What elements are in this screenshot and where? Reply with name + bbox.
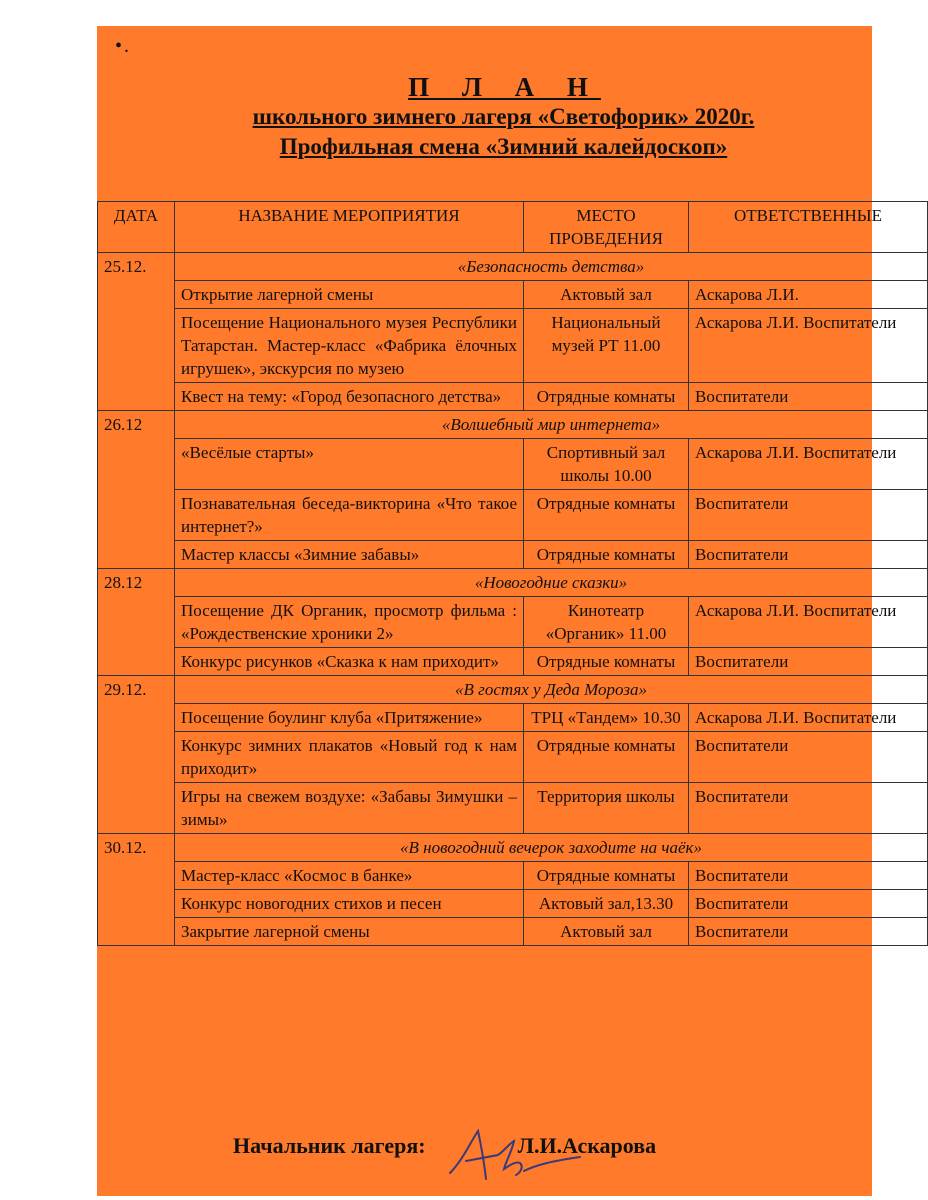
header-date: ДАТА: [98, 202, 175, 253]
day-theme: «Волшебный мир интернета»: [175, 411, 928, 439]
event-name: Квест на тему: «Город безопасного детства»: [175, 383, 524, 411]
event-place: Актовый зал: [524, 918, 689, 946]
event-responsible: Аскарова Л.И.: [689, 281, 928, 309]
event-name: Познавательная беседа-викторина «Что такое интернет?»: [175, 490, 524, 541]
event-name: Мастер-класс «Космос в банке»: [175, 862, 524, 890]
event-place: Кинотеатр «Органик» 11.00: [524, 597, 689, 648]
event-place: Спортивный зал школы 10.00: [524, 439, 689, 490]
scan-marks: •.: [115, 35, 132, 57]
day-date: 30.12.: [98, 834, 175, 946]
event-name: Конкурс рисунков «Сказка к нам приходит»: [175, 648, 524, 676]
table-header-row: [98, 202, 928, 253]
signature-line: [233, 1133, 656, 1159]
day-theme-row: [98, 253, 928, 281]
day-theme-row: [98, 411, 928, 439]
event-responsible: Аскарова Л.И. Воспитатели: [689, 597, 928, 648]
event-place: Территория школы: [524, 783, 689, 834]
event-place: Актовый зал: [524, 281, 689, 309]
event-responsible: Воспитатели: [689, 890, 928, 918]
event-name: Конкурс зимних плакатов «Новый год к нам приходит»: [175, 732, 524, 783]
event-place: Отрядные комнаты: [524, 541, 689, 569]
event-place: Отрядные комнаты: [524, 648, 689, 676]
table-row: [98, 918, 928, 946]
table-row: [98, 490, 928, 541]
event-name: Посещение ДК Органик, просмотр фильма : «Рождественские хроники 2»: [175, 597, 524, 648]
event-place: Отрядные комнаты: [524, 490, 689, 541]
event-responsible: Воспитатели: [689, 732, 928, 783]
event-name: Посещение Национального музея Республики Татарстан. Мастер-класс «Фабрика ёлочных игрушек», экскурсия по музею: [175, 309, 524, 383]
event-name: Открытие лагерной смены: [175, 281, 524, 309]
table-row: [98, 704, 928, 732]
document-sheet: [97, 26, 897, 1196]
table-row: [98, 541, 928, 569]
table-row: [98, 439, 928, 490]
event-responsible: Воспитатели: [689, 541, 928, 569]
day-date: 25.12.: [98, 253, 175, 411]
table-row: [98, 383, 928, 411]
table-row: [98, 281, 928, 309]
day-date: 29.12.: [98, 676, 175, 834]
event-responsible: Воспитатели: [689, 648, 928, 676]
header-responsible: ОТВЕТСТВЕННЫЕ: [689, 202, 928, 253]
event-place: Отрядные комнаты: [524, 732, 689, 783]
event-responsible: Аскарова Л.И. Воспитатели: [689, 439, 928, 490]
day-theme-row: [98, 834, 928, 862]
table-row: [98, 862, 928, 890]
table-row: [98, 309, 928, 383]
day-theme-row: [98, 676, 928, 704]
day-theme: «В гостях у Деда Мороза»: [175, 676, 928, 704]
document-header: [97, 72, 872, 162]
event-place: Актовый зал,13.30: [524, 890, 689, 918]
plan-table-body: [98, 253, 928, 946]
event-place: ТРЦ «Тандем» 10.30: [524, 704, 689, 732]
header-place: МЕСТО ПРОВЕДЕНИЯ: [524, 202, 689, 253]
position-label: Начальник лагеря:: [233, 1133, 426, 1158]
event-name: Мастер классы «Зимние забавы»: [175, 541, 524, 569]
table-row: [98, 648, 928, 676]
table-row: [98, 732, 928, 783]
day-theme: «В новогодний вечерок заходите на чаёк»: [175, 834, 928, 862]
shift-title: Профильная смена «Зимний калейдоскоп»: [279, 134, 728, 159]
day-date: 26.12: [98, 411, 175, 569]
header-event: НАЗВАНИЕ МЕРОПРИЯТИЯ: [175, 202, 524, 253]
event-responsible: Воспитатели: [689, 383, 928, 411]
event-name: «Весёлые старты»: [175, 439, 524, 490]
table-row: [98, 890, 928, 918]
event-name: Посещение боулинг клуба «Притяжение»: [175, 704, 524, 732]
document-title: П Л А Н: [408, 72, 601, 102]
event-responsible: Воспитатели: [689, 862, 928, 890]
event-place: Отрядные комнаты: [524, 862, 689, 890]
event-name: Конкурс новогодних стихов и песен: [175, 890, 524, 918]
table-row: [98, 783, 928, 834]
director-name: Л.И.Аскарова: [517, 1133, 657, 1158]
day-theme-row: [98, 569, 928, 597]
day-theme: «Новогодние сказки»: [175, 569, 928, 597]
event-responsible: Воспитатели: [689, 783, 928, 834]
event-place: Отрядные комнаты: [524, 383, 689, 411]
table-row: [98, 597, 928, 648]
event-place: Национальный музей РТ 11.00: [524, 309, 689, 383]
event-responsible: Аскарова Л.И. Воспитатели: [689, 309, 928, 383]
day-theme: «Безопасность детства»: [175, 253, 928, 281]
camp-title: школьного зимнего лагеря «Светофорик» 2020г.: [252, 104, 755, 129]
event-responsible: Аскарова Л.И. Воспитатели: [689, 704, 928, 732]
event-responsible: Воспитатели: [689, 918, 928, 946]
event-responsible: Воспитатели: [689, 490, 928, 541]
event-name: Игры на свежем воздухе: «Забавы Зимушки –зимы»: [175, 783, 524, 834]
plan-table: [97, 201, 928, 946]
day-date: 28.12: [98, 569, 175, 676]
event-name: Закрытие лагерной смены: [175, 918, 524, 946]
